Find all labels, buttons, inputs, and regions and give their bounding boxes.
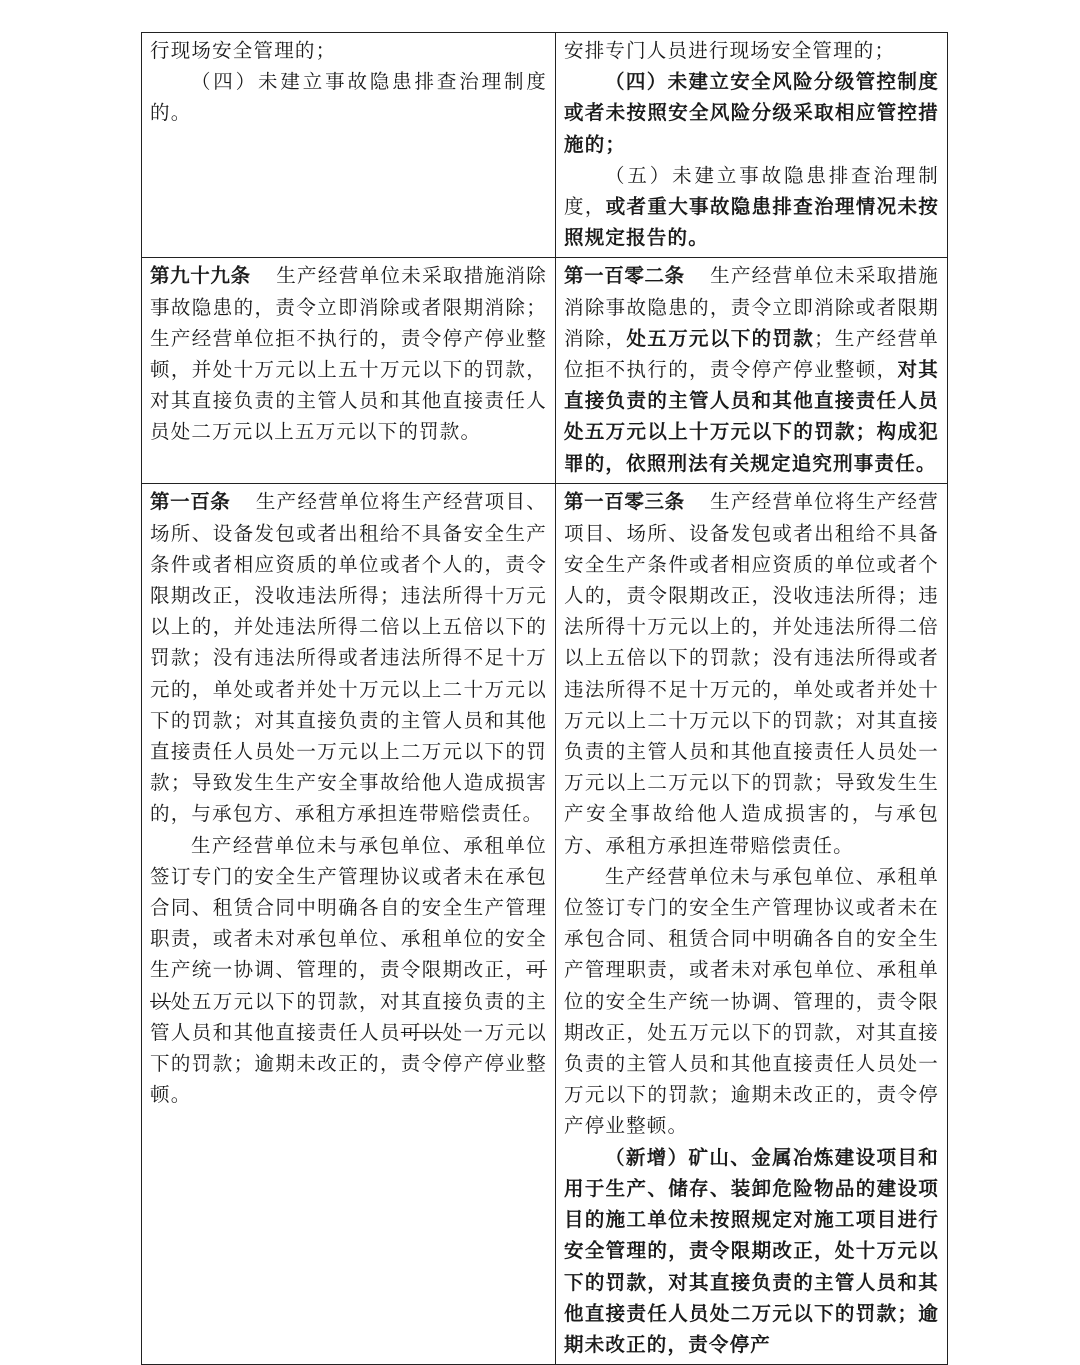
paragraph bbox=[150, 830, 547, 1111]
law-comparison-table bbox=[141, 32, 948, 1365]
paragraph bbox=[564, 260, 939, 478]
paragraph: （四）未建立事故隐患排查治理制度的。 bbox=[150, 70, 547, 125]
deleted-text: 可以 bbox=[400, 1020, 443, 1044]
paragraph: 行现场安全管理的； bbox=[150, 39, 337, 62]
text-segment-bold: 处五万元以下的罚款 bbox=[626, 326, 815, 350]
left-cell bbox=[142, 484, 556, 1365]
left-cell bbox=[142, 33, 556, 258]
paragraph bbox=[564, 486, 939, 860]
text-segment: ；生产经营单位拒不执行的，责令停产停业整顿， bbox=[564, 326, 939, 382]
table-row bbox=[142, 258, 948, 484]
paragraph bbox=[564, 160, 939, 254]
text-segment: 处一万元以下的罚款；逾期未改正的，责令停产停业整顿。 bbox=[150, 1020, 547, 1107]
right-cell bbox=[556, 258, 948, 484]
left-cell bbox=[142, 258, 556, 484]
right-cell bbox=[556, 484, 948, 1365]
article-number: 第一百零二条 bbox=[564, 264, 685, 288]
text-segment: （五）未建立事故隐患排查治理制度， bbox=[564, 163, 939, 219]
text-segment: 生产经营单位未采取措施消除事故隐患的，责令立即消除或者限期消除， bbox=[564, 264, 939, 350]
paragraph bbox=[150, 486, 547, 829]
article-number: 第一百零三条 bbox=[564, 490, 685, 514]
article-text: 生产经营单位将生产经营项目、场所、设备发包或者出租给不具备安全生产条件或者相应资质的单位或者个人的，责令限期改正，没收违法所得；违法所得十万元以上的，并处违法所得二倍以上五倍以下的罚款；没有违法所得或者违法所得不足十万元的，单处或者并处十万元以上二十万元以下的罚款；对其直接负责的主管人员和其他直接责任人员处一万元以上二万元以下的罚款；导致发生生产安全事故给他人造成损害的，与承包方、承租方承担连带赔偿责任。 bbox=[150, 490, 547, 826]
text-segment-bold: 对其直接负责的主管人员和其他直接责任人员处五万元以上十万元以下的罚款；构成犯罪的，依照刑法有关规定追究刑事责任。 bbox=[564, 358, 939, 475]
deleted-text: 可以 bbox=[150, 958, 547, 1013]
text-segment-bold: 或者重大事故隐患排查治理情况未按照规定报告的。 bbox=[564, 195, 939, 250]
paragraph: 安排专门人员进行现场安全管理的； bbox=[564, 39, 896, 62]
paragraph: 生产经营单位未与承包单位、承租单位签订专门的安全生产管理协议或者未在承包合同、租赁合同中明确各自的安全生产管理职责，或者未对承包单位、承租单位的安全生产统一协调、管理的，责令限期改正，处五万元以下的罚款，对其直接负责的主管人员和其他直接责任人员处一万元以下的罚款；逾期未改正的，责令停产停业整顿。 bbox=[564, 864, 939, 1138]
text-segment: 处五万元以下的罚款，对其直接负责的主管人员和其他直接责任人员 bbox=[150, 989, 547, 1044]
paragraph-bold: （新增）矿山、金属冶炼建设项目和用于生产、储存、装卸危险物品的建设项目的施工单位未按照规定对施工项目进行安全管理的，责令限期改正，处十万元以下的罚款，对其直接负责的主管人员和其他直接责任人员处二万元以下的罚款；逾期未改正的，责令停产 bbox=[564, 1145, 939, 1356]
article-text: 生产经营单位将生产经营项目、场所、设备发包或者出租给不具备安全生产条件或者相应资质的单位或者个人的，责令限期改正，没收违法所得；违法所得十万元以上的，并处违法所得二倍以上五倍以下的罚款；没有违法所得或者违法所得不足十万元的，单处或者并处十万元以上二十万元以下的罚款；对其直接负责的主管人员和其他直接责任人员处一万元以上二万元以下的罚款；导致发生生产安全事故给他人造成损害的，与承包方、承租方承担连带赔偿责任。 bbox=[564, 490, 939, 857]
article-number: 第一百条 bbox=[150, 490, 231, 514]
table-row bbox=[142, 33, 948, 258]
article-text: 生产经营单位未采取措施消除事故隐患的，责令立即消除或者限期消除；生产经营单位拒不执行的，责令停产停业整顿，并处十万元以上五十万元以下的罚款，对其直接负责的主管人员和其他直接责任人员处二万元以上五万元以下的罚款。 bbox=[150, 264, 547, 444]
paragraph bbox=[150, 260, 547, 447]
right-cell bbox=[556, 33, 948, 258]
article-number: 第九十九条 bbox=[150, 264, 251, 288]
text-segment: 生产经营单位未与承包单位、承租单位签订专门的安全生产管理协议或者未在承包合同、租赁合同中明确各自的安全生产管理职责，或者未对承包单位、承租单位的安全生产统一协调、管理的，责令限期改正， bbox=[150, 833, 547, 982]
table-row bbox=[142, 484, 948, 1365]
paragraph-bold: （四）未建立安全风险分级管控制度或者未按照安全风险分级采取相应管控措施的； bbox=[564, 70, 939, 156]
